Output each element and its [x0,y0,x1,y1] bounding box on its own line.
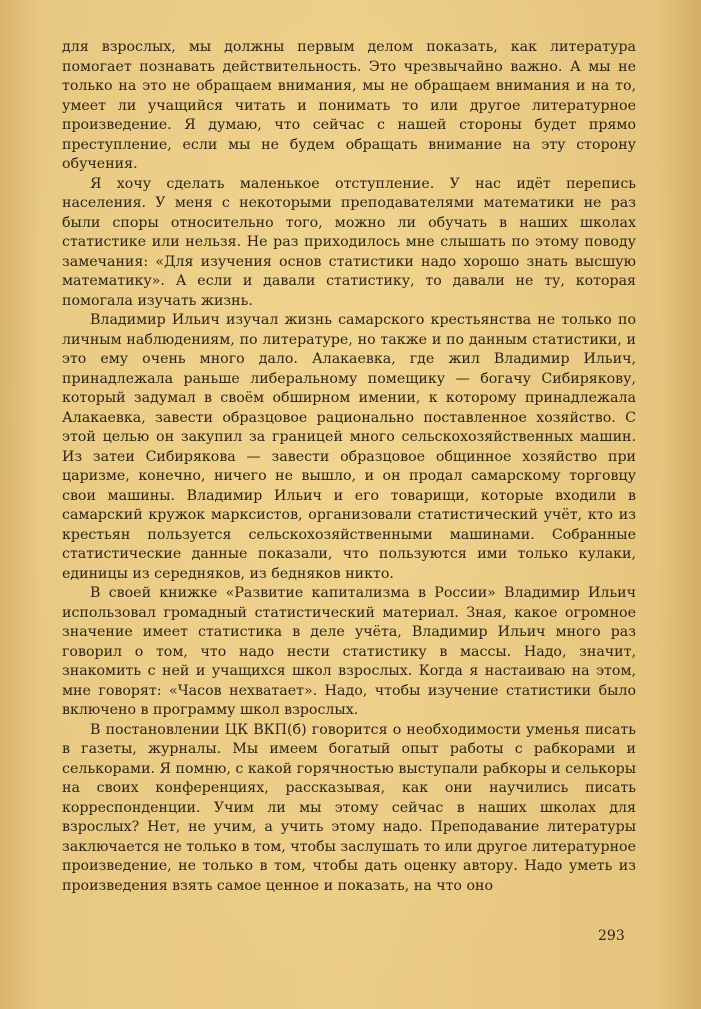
body-text [62,38,636,896]
paragraph-5: В постановлении ЦК ВКП(б) говорится о необходимости уменья писать в газеты, журналы. Мы имеем богатый опыт работы с рабкорами и селькорами. Я помню, с какой горячностью выступали рабкоры и селькоры на своих конференциях, рассказывая, как они научились писать корреспонденции. Учим ли мы этому сейчас в наших школах для взрослых? Нет, не учим, а учить этому надо. Преподавание литературы заключается не только в том, чтобы заслушать то или другое литературное произведение, не только в том, чтобы дать оценку автору. Надо уметь из произведения взять самое ценное и показать, на что оно [62,721,636,894]
paragraph-4: В своей книжке «Развитие капитализма в России» Владимир Ильич использовал громадный статистический материал. Зная, какое огромное значение имеет статистика в деле учёта, Владимир Ильич много раз говорил о том, что надо нести статистику в массы. Надо, значит, знакомить с ней и учащихся школ взрослых. Когда я настаиваю на этом, мне говорят: «Часов нехватает». Надо, чтобы изучение статистики было включено в программу школ взрослых. [62,585,636,718]
paragraph-1: для взрослых, мы должны первым делом показать, как литература помогает познавать действительность. Это чрезвычайно важно. А мы не только на это не обращаем внимания, мы не обращаем внимания и на то, умеет ли учащийся читать и понимать то или другое литературное произведение. Я думаю, что сейчас с нашей стороны будет прямо преступление, если мы не будем обращать внимание на эту сторону обучения. [62,39,636,172]
page-number: 293 [598,928,625,944]
paragraph-3: Владимир Ильич изучал жизнь самарского крестьянства не только по личным наблюдениям, по литературе, но также и по данным статистики, и это ему очень много дало. Алакаевка, где жил Владимир Ильич, принадлежала раньше либеральному помещику — богачу Сибирякову, который задумал в своём обширном имении, к которому принадлежала Алакаевка, завести образцовое рационально поставленное хозяйство. С этой целью он закупил за границей много сельскохозяйственных машин. Из затеи Сибирякова — завести образцовое общинное хозяйство при царизме, конечно, ничего не вышло, и он продал самарскому торговцу свои машины. Владимир Ильич и его товарищи, которые входили в самарский кружок марксистов, организовали статистический учёт, кто из крестьян пользуется сельскохозяйственными машинами. Собранные статистические данные показали, что пользуются ими только кулаки, единицы из середняков, из бедняков никто. [62,312,636,582]
paragraph-2: Я хочу сделать маленькое отступление. У нас идёт перепись населения. У меня с некоторыми преподавателями математики не раз были споры относительно того, можно ли обучать в наших школах статистике или нельзя. Не раз приходилось мне слышать по этому поводу замечания: «Для изучения основ статистики надо хорошо знать высшую математику». А если и давали статистику, то давали не ту, которая помогала изучать жизнь. [62,175,636,309]
